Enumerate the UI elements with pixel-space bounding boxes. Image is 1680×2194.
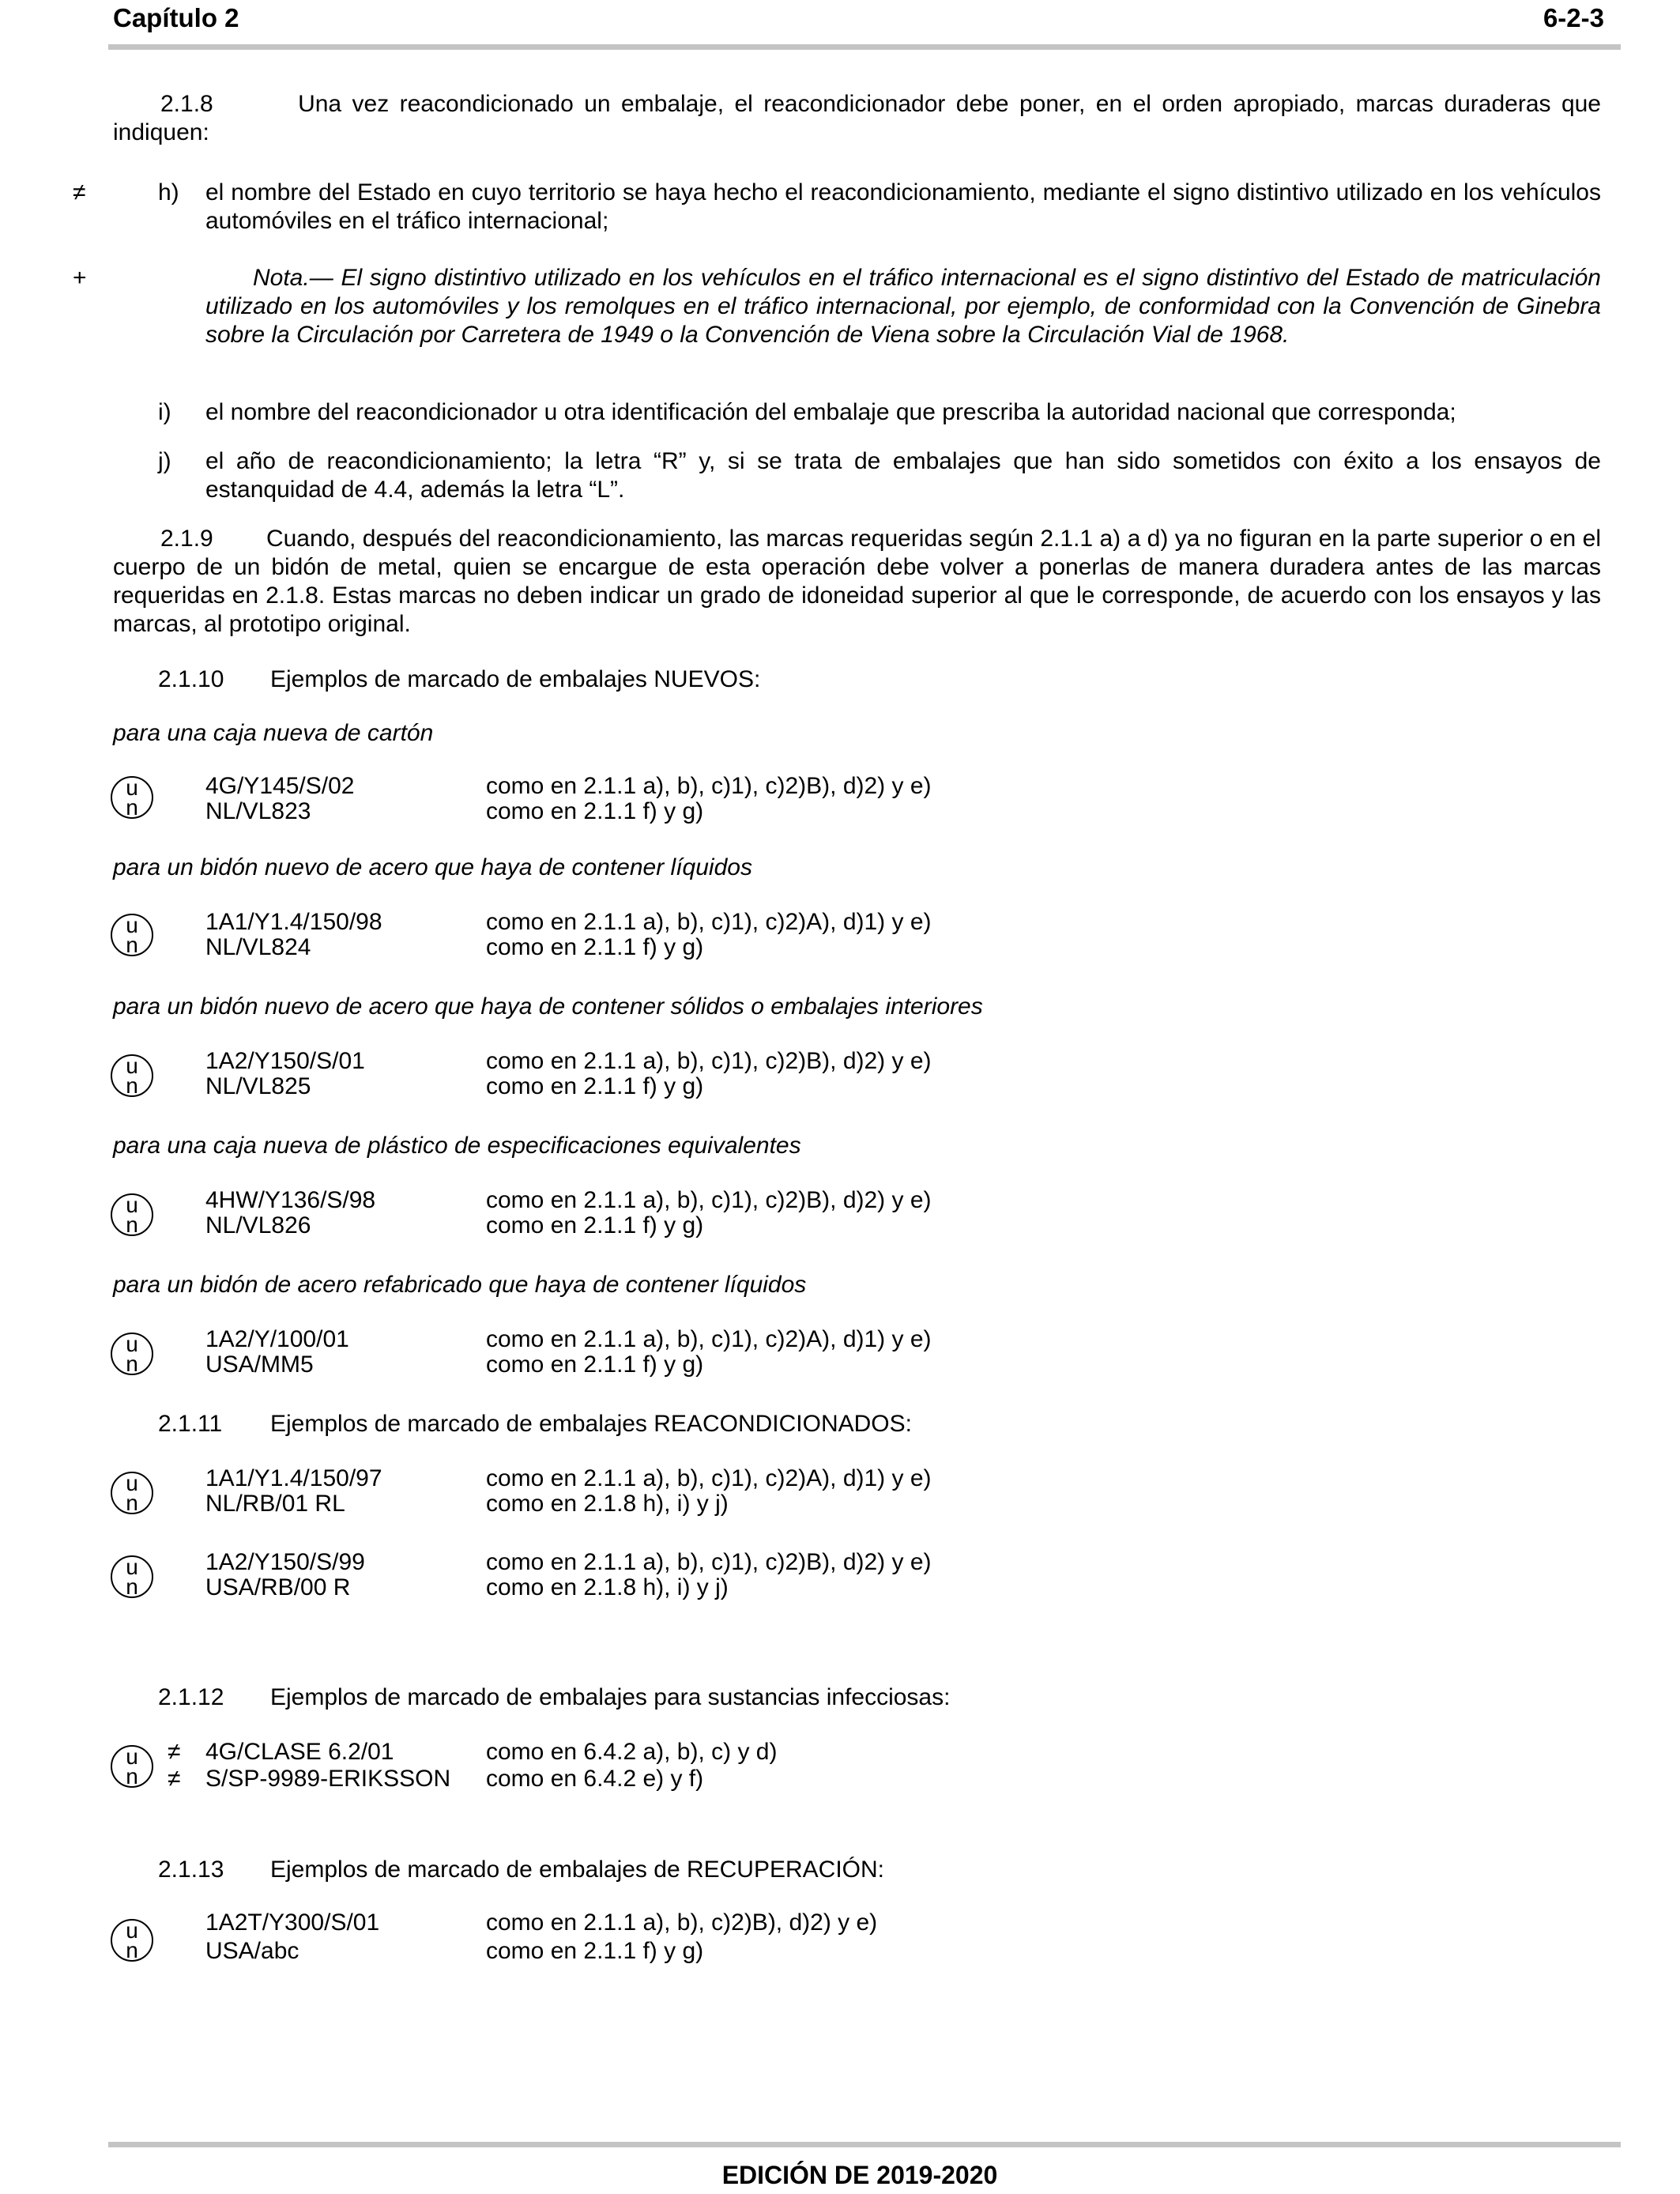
paragraph-2-1-9 xyxy=(113,525,1601,639)
un-symbol-n: n xyxy=(126,1212,138,1237)
mark-description: como en 2.1.1 a), b), c)1), c)2)A), d)1) y e) xyxy=(486,1465,932,1491)
mark-line-1 xyxy=(205,1549,932,1575)
mark-line-1 xyxy=(205,773,932,799)
list-item-j xyxy=(158,447,1601,504)
mark-code: USA/RB/00 R xyxy=(205,1574,351,1600)
mark-code: 1A2/Y/100/01 xyxy=(205,1326,349,1352)
list-item-label: i) xyxy=(158,399,171,425)
example-caption: para una caja nueva de cartón xyxy=(113,720,434,746)
mark-line-2 xyxy=(205,934,704,960)
mark-description: como en 2.1.8 h), i) y j) xyxy=(486,1491,729,1517)
mark-description: como en 2.1.8 h), i) y j) xyxy=(486,1574,729,1600)
section-title: Ejemplos de marcado de embalajes NUEVOS: xyxy=(270,666,761,692)
un-symbol-n: n xyxy=(126,1073,138,1098)
mark-description: como en 2.1.1 f) y g) xyxy=(486,1073,704,1099)
mark-line-2 xyxy=(205,1212,704,1238)
mark-description: como en 2.1.1 a), b), c)1), c)2)B), d)2) y e) xyxy=(486,1048,932,1074)
list-item-i xyxy=(158,398,1601,427)
paragraph-number: 2.1.9 xyxy=(160,526,213,552)
example-caption: para un bidón de acero refabricado que haya de contener líquidos xyxy=(113,1272,807,1298)
mark-description: como en 2.1.1 a), b), c)2)B), d)2) y e) xyxy=(486,1909,878,1936)
mark-line-2 xyxy=(205,798,704,824)
mark-line-2 xyxy=(205,1938,704,1964)
un-symbol-u: u xyxy=(126,1744,138,1769)
mark-line-2 xyxy=(205,1073,704,1099)
mark-code: 1A2/Y150/S/99 xyxy=(205,1549,365,1575)
un-symbol-u: u xyxy=(126,1054,138,1078)
paragraph-text: Una vez reacondicionado un embalaje, el reacondicionador debe poner, en el orden apropiado, marcas duraderas que indiquen: xyxy=(113,91,1601,145)
list-item-label: j) xyxy=(158,448,171,474)
example-caption: para un bidón nuevo de acero que haya de contener líquidos xyxy=(113,854,752,880)
un-packaging-symbol-icon xyxy=(111,1555,153,1598)
mark-line-1 xyxy=(205,1739,778,1765)
mark-code: NL/VL825 xyxy=(205,1073,311,1099)
un-symbol-u: u xyxy=(126,1555,138,1579)
un-packaging-symbol-icon xyxy=(111,1919,153,1962)
un-symbol-u: u xyxy=(126,1193,138,1217)
mark-description: como en 2.1.1 f) y g) xyxy=(486,798,704,824)
mark-description: como en 2.1.1 f) y g) xyxy=(486,934,704,960)
note-paragraph: Nota.— El signo distintivo utilizado en los vehículos en el tráfico internacional es el signo distintivo del Estado de matriculación utilizado en los automóviles y los remolques en el tráfico internacional, por ejemplo, de conformidad con la Convención de Ginebra sobre la Circulación por Carretera de 1949 o la Convención de Viena sobre la Circulación Vial de 1968. xyxy=(205,265,1601,348)
mark-line-1 xyxy=(205,1048,932,1074)
section-2-1-13 xyxy=(158,1856,884,1884)
mark-description: como en 6.4.2 a), b), c) y d) xyxy=(486,1739,778,1765)
mark-line-2 xyxy=(205,1351,704,1378)
mark-code: 4HW/Y136/S/98 xyxy=(205,1187,376,1213)
example-caption: para una caja nueva de plástico de especificaciones equivalentes xyxy=(113,1133,801,1159)
mark-description: como en 2.1.1 a), b), c)1), c)2)B), d)2) y e) xyxy=(486,1549,932,1575)
list-item-label: h) xyxy=(158,179,179,205)
mark-line-1 xyxy=(205,909,932,935)
page-number: 6-2-3 xyxy=(1543,3,1604,32)
un-packaging-symbol-icon xyxy=(111,1472,153,1514)
mark-code: 1A1/Y1.4/150/97 xyxy=(205,1465,382,1491)
section-number: 2.1.11 xyxy=(158,1411,223,1437)
edition-footer: EDICIÓN DE 2019-2020 xyxy=(721,2161,998,2189)
mark-description: como en 2.1.1 a), b), c)1), c)2)B), d)2) y e) xyxy=(486,1187,932,1213)
section-number: 2.1.10 xyxy=(158,666,224,692)
mark-line-1 xyxy=(205,1326,932,1352)
change-mark-not-equal: ≠ xyxy=(73,179,86,205)
un-symbol-u: u xyxy=(126,1332,138,1356)
mark-code: USA/MM5 xyxy=(205,1351,314,1378)
paragraph-2-1-8 xyxy=(113,90,1601,147)
section-title: Ejemplos de marcado de embalajes de RECUPERACIÓN: xyxy=(270,1857,884,1883)
list-item-text: el año de reacondicionamiento; la letra “R” y, si se trata de embalajes que han sido sometidos con éxito a los ensayos de estanquidad de 4.4, además la letra “L”. xyxy=(205,448,1601,503)
un-symbol-u: u xyxy=(126,913,138,937)
mark-description: como en 2.1.1 a), b), c)1), c)2)B), d)2) y e) xyxy=(486,773,932,799)
section-title: Ejemplos de marcado de embalajes para sustancias infecciosas: xyxy=(270,1684,951,1710)
section-number: 2.1.13 xyxy=(158,1857,224,1883)
mark-code: S/SP-9989-ERIKSSON xyxy=(205,1766,451,1792)
mark-description: como en 2.1.1 a), b), c)1), c)2)A), d)1) y e) xyxy=(486,909,932,935)
change-mark-not-equal: ≠ xyxy=(168,1766,181,1792)
mark-line-1 xyxy=(205,1465,932,1491)
mark-line-1 xyxy=(205,1187,932,1213)
un-packaging-symbol-icon xyxy=(111,1193,153,1236)
section-2-1-12 xyxy=(158,1683,950,1712)
change-mark-not-equal: ≠ xyxy=(168,1739,181,1765)
un-symbol-u: u xyxy=(126,1471,138,1495)
un-symbol-n: n xyxy=(126,1491,138,1515)
un-symbol-u: u xyxy=(126,1918,138,1943)
list-item-text: el nombre del Estado en cuyo territorio se haya hecho el reacondicionamiento, mediante el signo distintivo utilizado en los vehículos automóviles en el tráfico internacional; xyxy=(205,179,1601,234)
section-title: Ejemplos de marcado de embalajes REACONDICIONADOS: xyxy=(270,1411,912,1437)
paragraph-text: Cuando, después del reacondicionamiento, las marcas requeridas según 2.1.1 a) a d) ya no figuran en la parte superior o en el cuerpo de un bidón de metal, quien se encargue de esta operación debe volver a ponerlas de manera duradera antes de las marcas requeridas en 2.1.8. Estas marcas no deben indicar un grado de idoneidad superior al que le corresponde, de acuerdo con los ensayos y las marcas, al prototipo original. xyxy=(113,526,1601,637)
list-item-h xyxy=(158,179,1601,236)
header-rule xyxy=(108,44,1621,50)
un-packaging-symbol-icon xyxy=(111,914,153,956)
un-symbol-u: u xyxy=(126,775,138,800)
section-2-1-11 xyxy=(158,1410,912,1438)
mark-code: 4G/CLASE 6.2/01 xyxy=(205,1739,394,1765)
un-symbol-n: n xyxy=(126,1764,138,1789)
section-2-1-10 xyxy=(158,665,760,694)
un-symbol-n: n xyxy=(126,1938,138,1962)
mark-description: como en 2.1.1 a), b), c)1), c)2)A), d)1) y e) xyxy=(486,1326,932,1352)
mark-line-2 xyxy=(205,1766,704,1792)
mark-code: NL/RB/01 RL xyxy=(205,1491,345,1517)
mark-line-1 xyxy=(205,1909,878,1936)
mark-description: como en 2.1.1 f) y g) xyxy=(486,1351,704,1378)
un-symbol-n: n xyxy=(126,1574,138,1599)
section-number: 2.1.12 xyxy=(158,1684,224,1710)
mark-description: como en 2.1.1 f) y g) xyxy=(486,1938,704,1964)
mark-code: NL/VL823 xyxy=(205,798,311,824)
mark-line-2 xyxy=(205,1574,729,1600)
paragraph-number: 2.1.8 xyxy=(160,91,213,117)
un-symbol-n: n xyxy=(126,1351,138,1376)
mark-code: 1A1/Y1.4/150/98 xyxy=(205,909,382,935)
un-packaging-symbol-icon xyxy=(111,1054,153,1097)
list-item-text: el nombre del reacondicionador u otra identificación del embalaje que prescriba la autoridad nacional que corresponda; xyxy=(205,399,1456,425)
mark-code: 1A2T/Y300/S/01 xyxy=(205,1909,380,1936)
mark-code: USA/abc xyxy=(205,1938,299,1964)
un-packaging-symbol-icon xyxy=(111,776,153,819)
mark-code: 1A2/Y150/S/01 xyxy=(205,1048,365,1074)
un-packaging-symbol-icon xyxy=(111,1745,153,1788)
un-packaging-symbol-icon xyxy=(111,1333,153,1375)
mark-code: NL/VL826 xyxy=(205,1212,311,1238)
footer-rule xyxy=(108,2142,1621,2147)
mark-description: como en 6.4.2 e) y f) xyxy=(486,1766,704,1792)
example-caption: para un bidón nuevo de acero que haya de contener sólidos o embalajes interiores xyxy=(113,993,983,1020)
mark-description: como en 2.1.1 f) y g) xyxy=(486,1212,704,1238)
chapter-title: Capítulo 2 xyxy=(113,3,239,32)
mark-code: NL/VL824 xyxy=(205,934,311,960)
mark-line-2 xyxy=(205,1491,729,1517)
change-mark-plus: + xyxy=(73,265,87,291)
un-symbol-n: n xyxy=(126,933,138,957)
un-symbol-n: n xyxy=(126,795,138,820)
mark-code: 4G/Y145/S/02 xyxy=(205,773,355,799)
